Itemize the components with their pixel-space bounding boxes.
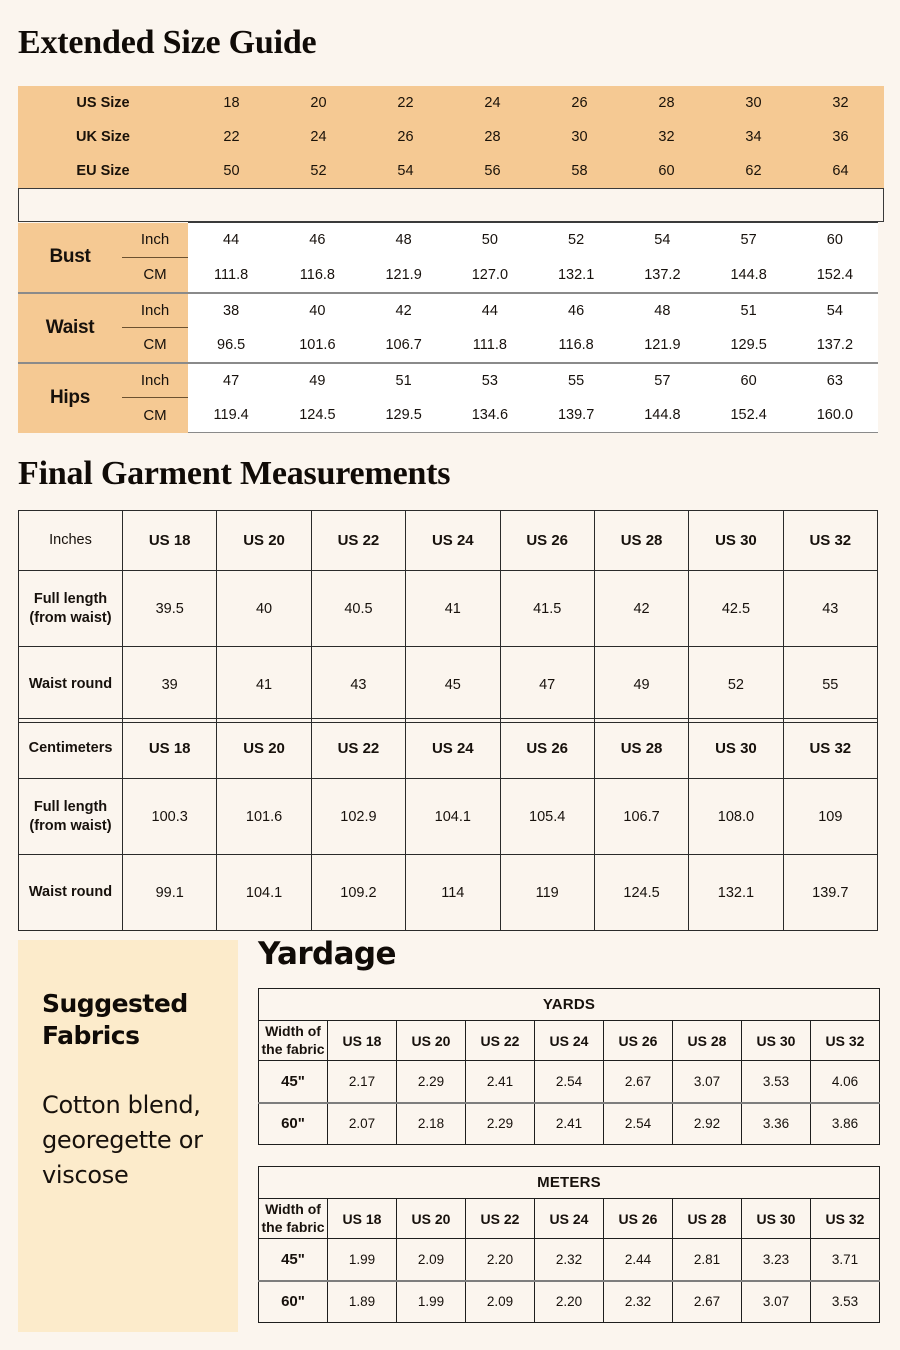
body-measurement-value-inch: 42 [361, 293, 447, 328]
garment-measurements-centimeters-table [18, 718, 878, 931]
size-conversion-value: 24 [484, 95, 501, 111]
garment-value: 124.5 [594, 855, 688, 931]
size-conversion-value: 26 [397, 129, 414, 145]
body-measurements-body [18, 223, 878, 433]
yardage-value: 2.81 [673, 1239, 742, 1281]
body-measurement-value-cm: 116.8 [533, 328, 619, 363]
body-measurement-value-cm: 144.8 [706, 258, 792, 293]
yardage-unit-title: METERS [259, 1167, 880, 1199]
yardage-data-row [259, 1103, 880, 1145]
yardage-value: 2.07 [328, 1103, 397, 1145]
body-measurement-value-cm: 152.4 [792, 258, 878, 293]
yardage-value: 2.20 [535, 1281, 604, 1323]
body-measurement-value-inch: 55 [533, 363, 619, 398]
body-measurement-value-inch: 47 [188, 363, 274, 398]
garment-row-label: Waist round [19, 647, 123, 723]
garment-measurements-inches-table [18, 510, 878, 723]
yardage-value: 3.86 [811, 1103, 880, 1145]
body-measurement-value-inch: 51 [361, 363, 447, 398]
body-measurement-unit-inch: Inch [122, 223, 188, 258]
yardage-width-label: 60" [259, 1281, 328, 1323]
size-conversion-label: EU Size [76, 163, 130, 179]
yardage-width-label: 60" [259, 1103, 328, 1145]
body-measurement-part-label: Bust [18, 223, 122, 293]
yardage-header-row [259, 1199, 880, 1239]
yardage-width-header: Width of the fabric [259, 1199, 328, 1239]
size-conversion-value: 58 [571, 163, 588, 179]
size-conversion-value: 24 [310, 129, 327, 145]
garment-header-row [19, 719, 878, 779]
body-measurement-value-cm: 124.5 [274, 398, 360, 433]
yardage-width-label: 45" [259, 1061, 328, 1103]
body-measurement-value-inch: 63 [792, 363, 878, 398]
yardage-value: 2.67 [673, 1281, 742, 1323]
garment-value: 40.5 [311, 571, 405, 647]
garment-column-header: US 18 [123, 511, 217, 571]
empty-separator-strip [18, 188, 884, 222]
garment-value: 101.6 [217, 779, 311, 855]
yardage-column-header: US 28 [673, 1021, 742, 1061]
yardage-value: 2.44 [604, 1239, 673, 1281]
size-conversion-value: 20 [310, 95, 327, 111]
garment-value: 55 [783, 647, 877, 723]
yardage-column-header: US 32 [811, 1021, 880, 1061]
size-conversion-value: 28 [484, 129, 501, 145]
garment-value: 39 [123, 647, 217, 723]
body-measurement-value-inch: 48 [361, 223, 447, 258]
yardage-width-header: Width of the fabric [259, 1021, 328, 1061]
yardage-column-header: US 28 [673, 1199, 742, 1239]
body-measurement-value-cm: 152.4 [706, 398, 792, 433]
yardage-column-header: US 22 [466, 1021, 535, 1061]
garment-value: 41.5 [500, 571, 594, 647]
yardage-value: 3.07 [673, 1061, 742, 1103]
garment-column-header: US 32 [783, 511, 877, 571]
size-conversion-value: 18 [223, 95, 240, 111]
size-conversion-value: 26 [571, 95, 588, 111]
size-conversion-body [18, 86, 884, 188]
yardage-value: 2.32 [535, 1239, 604, 1281]
size-conversion-value: 64 [832, 163, 849, 179]
size-conversion-value: 60 [658, 163, 675, 179]
yardage-column-header: US 30 [742, 1199, 811, 1239]
garment-value: 132.1 [689, 855, 783, 931]
body-measurement-value-cm: 101.6 [274, 328, 360, 363]
garment-value: 100.3 [123, 779, 217, 855]
yardage-value: 3.53 [742, 1061, 811, 1103]
body-measurement-value-cm: 96.5 [188, 328, 274, 363]
yardage-value: 2.29 [466, 1103, 535, 1145]
size-conversion-label: UK Size [76, 129, 130, 145]
yardage-title-row [259, 989, 880, 1021]
body-measurement-unit-inch: Inch [122, 293, 188, 328]
garment-value: 114 [406, 855, 500, 931]
yardage-data-row [259, 1281, 880, 1323]
garment-inches-body [19, 511, 878, 723]
size-conversion-value: 50 [223, 163, 240, 179]
garment-centimeters-body [19, 719, 878, 931]
yardage-meters-table [258, 1166, 880, 1323]
garment-column-header: US 22 [311, 719, 405, 779]
garment-column-header: US 20 [217, 511, 311, 571]
body-measurement-value-cm: 139.7 [533, 398, 619, 433]
body-measurement-value-inch: 52 [533, 223, 619, 258]
yardage-value: 3.53 [811, 1281, 880, 1323]
size-conversion-value: 32 [832, 95, 849, 111]
yardage-value: 2.67 [604, 1061, 673, 1103]
yardage-value: 3.07 [742, 1281, 811, 1323]
garment-value: 39.5 [123, 571, 217, 647]
size-conversion-row [18, 120, 884, 154]
body-measurement-value-cm: 132.1 [533, 258, 619, 293]
garment-value: 119 [500, 855, 594, 931]
garment-value: 105.4 [500, 779, 594, 855]
garment-data-row [19, 855, 878, 931]
suggested-fabrics-title: Suggested Fabrics [42, 989, 188, 1050]
body-measurement-row-inch [18, 363, 878, 398]
yardage-column-header: US 24 [535, 1199, 604, 1239]
garment-data-row [19, 647, 878, 723]
garment-row-label: Waist round [19, 855, 123, 931]
body-measurement-value-inch: 57 [706, 223, 792, 258]
garment-column-header: US 24 [406, 511, 500, 571]
yardage-column-header: US 26 [604, 1199, 673, 1239]
body-measurement-row-inch [18, 293, 878, 328]
body-measurement-value-inch: 49 [274, 363, 360, 398]
body-measurement-unit-cm: CM [122, 258, 188, 293]
body-measurement-value-inch: 53 [447, 363, 533, 398]
garment-column-header: US 18 [123, 719, 217, 779]
yardage-data-row [259, 1061, 880, 1103]
yardage-value: 2.41 [466, 1061, 535, 1103]
body-measurement-unit-inch: Inch [122, 363, 188, 398]
body-measurement-value-inch: 57 [619, 363, 705, 398]
body-measurement-row-cm [18, 398, 878, 433]
body-measurement-value-inch: 46 [533, 293, 619, 328]
yardage-value: 2.17 [328, 1061, 397, 1103]
yardage-value: 2.20 [466, 1239, 535, 1281]
garment-unit-label: Inches [19, 511, 123, 571]
body-measurement-value-cm: 137.2 [619, 258, 705, 293]
garment-value: 106.7 [594, 779, 688, 855]
yardage-value: 2.32 [604, 1281, 673, 1323]
yardage-header-row [259, 1021, 880, 1061]
body-measurements-table [18, 222, 878, 433]
page-title-extended-size-guide: Extended Size Guide [18, 24, 317, 61]
garment-value: 49 [594, 647, 688, 723]
body-measurement-value-inch: 38 [188, 293, 274, 328]
garment-column-header: US 26 [500, 511, 594, 571]
size-conversion-value: 36 [832, 129, 849, 145]
yardage-column-header: US 20 [397, 1199, 466, 1239]
body-measurement-value-cm: 127.0 [447, 258, 533, 293]
size-guide-block [18, 86, 884, 433]
garment-column-header: US 24 [406, 719, 500, 779]
body-measurement-value-cm: 121.9 [361, 258, 447, 293]
garment-row-label: Full length (from waist) [19, 571, 123, 647]
size-conversion-value: 56 [484, 163, 501, 179]
yardage-column-header: US 20 [397, 1021, 466, 1061]
suggested-fabrics-text: Cotton blend, georegette or viscose [42, 1091, 203, 1189]
yardage-column-header: US 18 [328, 1199, 397, 1239]
body-measurement-value-cm: 119.4 [188, 398, 274, 433]
yardage-value: 2.92 [673, 1103, 742, 1145]
size-conversion-label: US Size [76, 95, 130, 111]
yardage-column-header: US 26 [604, 1021, 673, 1061]
size-conversion-row [18, 154, 884, 188]
garment-value: 104.1 [217, 855, 311, 931]
size-conversion-row [18, 86, 884, 120]
body-measurement-value-cm: 111.8 [447, 328, 533, 363]
garment-value: 47 [500, 647, 594, 723]
yardage-column-header: US 22 [466, 1199, 535, 1239]
garment-column-header: US 30 [689, 719, 783, 779]
size-conversion-value: 62 [745, 163, 762, 179]
body-measurement-value-cm: 160.0 [792, 398, 878, 433]
section-title-final-garment-measurements: Final Garment Measurements [18, 455, 451, 492]
body-measurement-row-inch [18, 223, 878, 258]
body-measurement-value-inch: 46 [274, 223, 360, 258]
garment-value: 109 [783, 779, 877, 855]
body-measurement-row-cm [18, 258, 878, 293]
garment-data-row [19, 779, 878, 855]
garment-column-header: US 28 [594, 511, 688, 571]
body-measurement-value-inch: 60 [792, 223, 878, 258]
yardage-width-label: 45" [259, 1239, 328, 1281]
yardage-yards-table [258, 988, 880, 1145]
yardage-value: 2.54 [604, 1103, 673, 1145]
body-measurement-value-inch: 54 [619, 223, 705, 258]
body-measurement-unit-cm: CM [122, 398, 188, 433]
size-conversion-value: 34 [745, 129, 762, 145]
body-measurement-value-cm: 121.9 [619, 328, 705, 363]
size-conversion-value: 30 [745, 95, 762, 111]
body-measurement-value-inch: 50 [447, 223, 533, 258]
garment-column-header: US 30 [689, 511, 783, 571]
body-measurement-value-inch: 51 [706, 293, 792, 328]
garment-value: 42.5 [689, 571, 783, 647]
yardage-value: 2.29 [397, 1061, 466, 1103]
body-measurement-value-inch: 54 [792, 293, 878, 328]
yardage-column-header: US 32 [811, 1199, 880, 1239]
size-conversion-table [18, 86, 884, 188]
yardage-value: 1.99 [397, 1281, 466, 1323]
garment-column-header: US 26 [500, 719, 594, 779]
garment-value: 102.9 [311, 779, 405, 855]
garment-value: 41 [217, 647, 311, 723]
yardage-value: 4.06 [811, 1061, 880, 1103]
yardage-column-header: US 24 [535, 1021, 604, 1061]
garment-unit-label: Centimeters [19, 719, 123, 779]
size-conversion-value: 30 [571, 129, 588, 145]
body-measurement-value-inch: 44 [188, 223, 274, 258]
body-measurement-value-cm: 137.2 [792, 328, 878, 363]
yardage-value: 1.99 [328, 1239, 397, 1281]
garment-row-label: Full length (from waist) [19, 779, 123, 855]
size-conversion-value: 54 [397, 163, 414, 179]
yardage-unit-title: YARDS [259, 989, 880, 1021]
yardage-data-row [259, 1239, 880, 1281]
suggested-fabrics-panel [18, 940, 238, 1332]
body-measurement-value-cm: 144.8 [619, 398, 705, 433]
yardage-value: 3.23 [742, 1239, 811, 1281]
yardage-value: 1.89 [328, 1281, 397, 1323]
size-conversion-value: 52 [310, 163, 327, 179]
body-measurement-value-inch: 48 [619, 293, 705, 328]
garment-data-row [19, 571, 878, 647]
garment-column-header: US 28 [594, 719, 688, 779]
garment-value: 109.2 [311, 855, 405, 931]
body-measurement-value-cm: 111.8 [188, 258, 274, 293]
garment-value: 43 [783, 571, 877, 647]
body-measurement-value-cm: 134.6 [447, 398, 533, 433]
yardage-yards-body [259, 989, 880, 1145]
garment-column-header: US 22 [311, 511, 405, 571]
garment-value: 108.0 [689, 779, 783, 855]
body-measurement-value-cm: 106.7 [361, 328, 447, 363]
body-measurement-value-cm: 129.5 [706, 328, 792, 363]
section-title-yardage: Yardage [258, 936, 396, 972]
garment-value: 45 [406, 647, 500, 723]
body-measurement-value-cm: 129.5 [361, 398, 447, 433]
yardage-value: 2.18 [397, 1103, 466, 1145]
garment-column-header: US 20 [217, 719, 311, 779]
size-conversion-value: 32 [658, 129, 675, 145]
garment-value: 99.1 [123, 855, 217, 931]
size-conversion-value: 22 [397, 95, 414, 111]
yardage-column-header: US 18 [328, 1021, 397, 1061]
size-conversion-value: 28 [658, 95, 675, 111]
garment-value: 52 [689, 647, 783, 723]
body-measurement-value-inch: 44 [447, 293, 533, 328]
garment-value: 43 [311, 647, 405, 723]
yardage-value: 3.36 [742, 1103, 811, 1145]
body-measurement-value-inch: 40 [274, 293, 360, 328]
yardage-value: 2.54 [535, 1061, 604, 1103]
yardage-column-header: US 30 [742, 1021, 811, 1061]
body-measurement-value-inch: 60 [706, 363, 792, 398]
garment-column-header: US 32 [783, 719, 877, 779]
body-measurement-unit-cm: CM [122, 328, 188, 363]
yardage-value: 2.09 [397, 1239, 466, 1281]
garment-value: 41 [406, 571, 500, 647]
garment-header-row [19, 511, 878, 571]
garment-value: 104.1 [406, 779, 500, 855]
garment-value: 40 [217, 571, 311, 647]
body-measurement-value-cm: 116.8 [274, 258, 360, 293]
yardage-value: 2.09 [466, 1281, 535, 1323]
yardage-meters-body [259, 1167, 880, 1323]
yardage-value: 3.71 [811, 1239, 880, 1281]
body-measurement-row-cm [18, 328, 878, 363]
body-measurement-part-label: Hips [18, 363, 122, 433]
yardage-title-row [259, 1167, 880, 1199]
yardage-value: 2.41 [535, 1103, 604, 1145]
garment-value: 42 [594, 571, 688, 647]
size-conversion-value: 22 [223, 129, 240, 145]
garment-value: 139.7 [783, 855, 877, 931]
body-measurement-part-label: Waist [18, 293, 122, 363]
